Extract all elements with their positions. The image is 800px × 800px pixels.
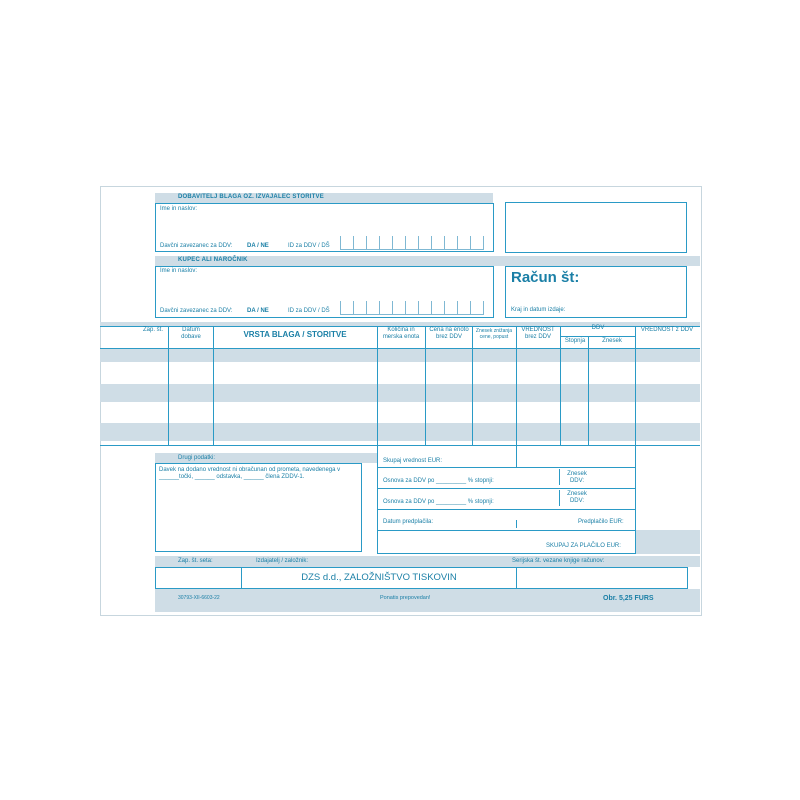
totals-datum-predplacila: Datum predplačila: xyxy=(383,519,434,525)
supplier-vat-yes-no[interactable]: DA / NE xyxy=(247,243,269,249)
other-data-label: Drugi podatki: xyxy=(178,455,216,461)
invoice-title: Račun št: xyxy=(511,269,580,286)
totals-predplacilo: Predplačilo EUR: xyxy=(578,519,624,525)
supplier-vat-id-boxes[interactable] xyxy=(340,236,490,250)
header-vrednost: VREDNOST brez DDV xyxy=(521,327,555,340)
customer-heading: KUPEC ALI NAROČNIK xyxy=(178,257,248,263)
customer-name-label: Ime in naslov: xyxy=(160,268,198,274)
footer-serijska-label: Serijska št. vezane knjige računov: xyxy=(512,558,605,564)
header-kolicina: Količina in merska enota xyxy=(382,327,420,340)
totals-osnova-2: Osnova za DDV po _________ % stopnji: xyxy=(383,499,494,505)
totals-osnova-1: Osnova za DDV po _________ % stopnji: xyxy=(383,478,494,484)
totals-znesek-ddv-2: Znesek DDV: xyxy=(567,491,587,504)
supplier-name-label: Ime in naslov: xyxy=(160,206,198,212)
customer-vat-id-boxes[interactable] xyxy=(340,301,490,315)
supplier-vat-payer-label: Davčni zavezanec za DDV: xyxy=(160,243,233,249)
header-datum: Datum dobave xyxy=(181,327,201,340)
header-vrednost-z: VREDNOST z DDV xyxy=(640,327,694,333)
footer-zap-seta-label: Zap. št. seta: xyxy=(178,558,213,564)
footer-publisher: DZS d.d., ZALOŽNIŠTVO TISKOVIN xyxy=(301,572,457,583)
header-vrsta: VRSTA BLAGA / STORITVE xyxy=(243,330,347,339)
customer-vat-yes-no[interactable]: DA / NE xyxy=(247,308,269,314)
header-cena: Cena na enoto brez DDV xyxy=(429,327,469,340)
header-ddv: DDV xyxy=(591,325,605,331)
totals-znesek-ddv-1: Znesek DDV: xyxy=(567,471,587,484)
issuer-extra-box[interactable] xyxy=(505,202,687,253)
supplier-heading: DOBAVITELJ BLAGA OZ. IZVAJALEC STORITVE xyxy=(178,194,324,200)
footer-izdajatelj-label: Izdajatelj / založnik: xyxy=(256,558,309,564)
invoice-place-date-label: Kraj in datum izdaje: xyxy=(511,307,566,313)
totals-skupaj-vrednost: Skupaj vrednost EUR: xyxy=(383,458,443,464)
supplier-vat-id-label: ID za DDV / DŠ xyxy=(288,243,330,249)
header-znesek-znizanja: Znesek znižanja cene, popust xyxy=(475,328,513,340)
totals-skupaj-placilo: SKUPAJ ZA PLAČILO EUR: xyxy=(546,543,621,549)
header-stopnja: Stopnja xyxy=(564,338,586,344)
footer-form-id: Obr. 5,25 FURS xyxy=(603,595,654,602)
customer-vat-payer-label: Davčni zavezanec za DDV: xyxy=(160,308,233,314)
customer-vat-id-label: ID za DDV / DŠ xyxy=(288,308,330,314)
footer-warning: Ponatis prepovedan! xyxy=(380,595,431,601)
other-data-note: Davek na dodano vrednost ni obračunan od prometa, navedenega v ______točki, ______ odstavka, ______ člena ZDDV-1. xyxy=(159,467,341,480)
header-znesek: Znesek xyxy=(602,338,622,344)
footer-code: 30793-XII-6603-22 xyxy=(178,595,220,601)
header-zap-st: Zap. št. xyxy=(142,327,163,333)
footer-band xyxy=(155,556,700,567)
